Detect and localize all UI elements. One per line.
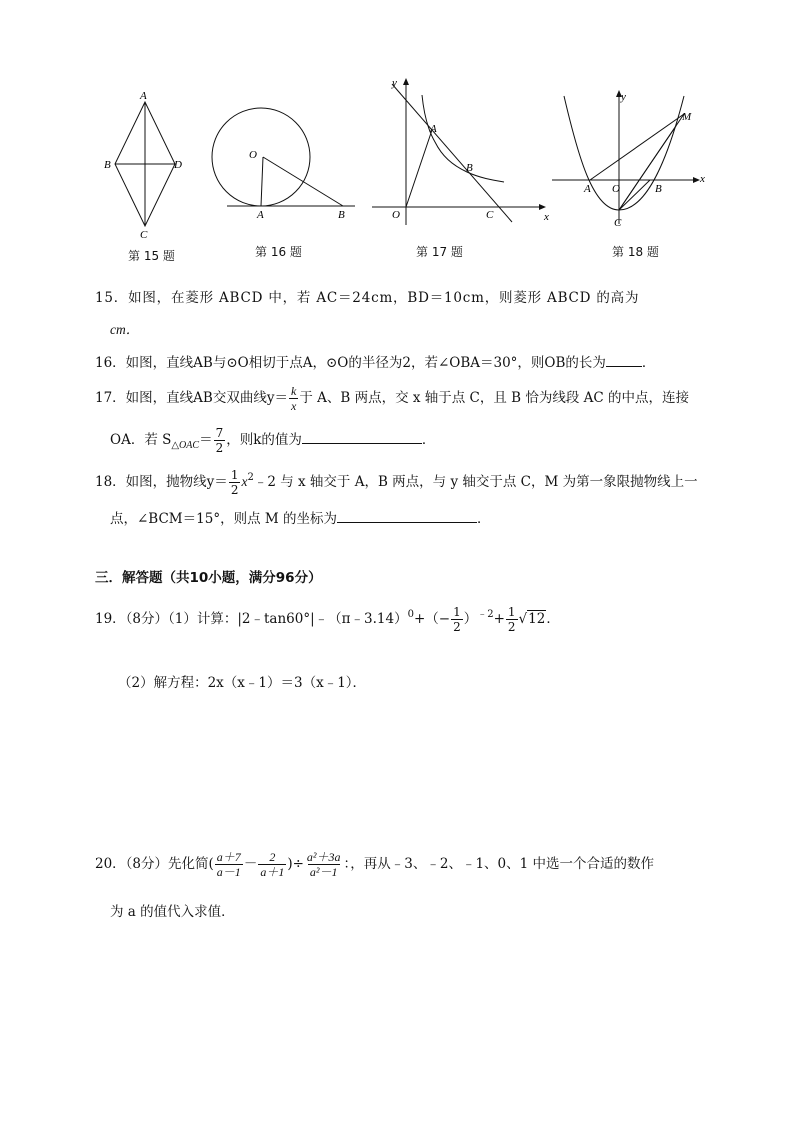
sqrt-12: √12: [518, 611, 546, 627]
answer-blank-18[interactable]: [337, 508, 477, 523]
label-A: A: [257, 209, 264, 221]
question-16-text: 16．如图，直线AB与⊙O相切于点A，⊙O的半径为2，若∠OBA＝30°，则OB的长为: [95, 355, 606, 371]
label-B: B: [338, 209, 345, 221]
figure-18: [548, 86, 718, 229]
label-C: C: [486, 209, 494, 221]
label-D: D: [174, 159, 182, 171]
label-A: A: [430, 123, 437, 135]
fraction-one-half-a: $\frac{1}{2}$: [453, 605, 461, 634]
caption-17: 第 17 题: [416, 245, 463, 259]
fraction-one-half-b: $\frac{1}{2}$: [507, 605, 516, 634]
fraction-one-half: $\frac{1}{2}$: [230, 468, 239, 497]
parabola-diagram: [548, 86, 718, 229]
question-15-text: 15．如图，在菱形 ABCD 中，若 AC＝24cm，BD＝10cm，则菱形 ABCD 的高为: [95, 290, 640, 306]
fraction-a2-3a: $\frac{\text{a²＋3a}}{\text{a²－1}}$: [306, 850, 341, 879]
fraction-2-over-a-plus-1: $\frac{2}{a+1}$: [260, 850, 285, 879]
question-15: [95, 288, 700, 308]
figure-15: [100, 80, 190, 240]
fraction-seven-halves: $\frac{7}{2}$: [215, 426, 224, 455]
caption-18: 第 18 题: [612, 245, 659, 259]
question-17-line2: OA．若 $S_{\triangle OAC}=$ $\frac{7}{2}$ ，则k的值为 ．: [110, 426, 436, 455]
label-y: y: [392, 77, 397, 89]
label-O: O: [249, 149, 257, 161]
question-15-unit: cm．: [110, 322, 140, 337]
question-18: 18．如图，抛物线y＝ $\frac{1}{2}$ $x^2﹣2$ 与 x 轴交于 A，B 两点，与 y 轴交于点 C，M 为第一象限抛物线上一: [95, 468, 698, 497]
label-B: B: [104, 159, 111, 171]
label-O: O: [392, 209, 400, 221]
question-19-part2: （2）解方程：2x（x﹣1）＝3（x﹣1）．: [118, 675, 367, 691]
label-x: x: [700, 173, 705, 185]
figure-17: [370, 70, 560, 230]
question-18-line2: 点，∠BCM＝15°，则点 M 的坐标为 ．: [110, 508, 490, 529]
question-16: 16．如图，直线AB与⊙O相切于点A，⊙O的半径为2，若∠OBA＝30°，则OB的长为 ．: [95, 352, 655, 373]
label-A: A: [140, 90, 147, 102]
figure-16: [205, 80, 365, 230]
caption-16: 第 16 题: [255, 245, 302, 259]
circle-tangent-diagram: [205, 80, 365, 230]
caption-15: 第 15 题: [128, 249, 175, 263]
question-17: 17．如图，直线AB交双曲线y＝ $\frac{k}{x}$ 于 A、B 两点，交 x 轴于点 C，且 B 恰为线段 AC 的中点，连接: [95, 384, 690, 413]
question-19: 19．（8分）（1）计算：|2﹣tan60°|﹣（π﹣3.14）$^0$+（− $\frac{1}{2}$ ）$^{﹣2}$+ $\frac{1}{2}$ √12．: [95, 605, 560, 634]
answer-blank-16[interactable]: [606, 352, 642, 367]
hyperbola-diagram: [370, 70, 560, 230]
label-A: A: [584, 183, 591, 195]
label-M: M: [682, 111, 692, 123]
label-B: B: [655, 183, 662, 195]
section-3-title: 三．解答题（共10小题，满分96分）: [95, 570, 322, 586]
label-C: C: [614, 217, 622, 229]
label-C: C: [140, 229, 148, 241]
fraction-a-plus-7: $\frac{a+7}{a-1}$: [216, 850, 241, 879]
question-20: 20．（8分）先化简( $\frac{a+7}{a-1}$ － $\frac{2}{a+1}$ )÷ $\frac{\text{a²＋3a}}{\text{a²－1}}$ ：，再从﹣3、﹣2、﹣1、0、1 中选一个合适的数作: [95, 850, 655, 879]
fraction-k-over-x: $\frac{k}{x}$: [290, 384, 297, 413]
question-20-line2: 为 a 的值代入求值．: [110, 904, 235, 920]
label-O: O: [612, 183, 620, 195]
label-y: y: [621, 91, 626, 103]
question-15-line2: [110, 320, 139, 340]
label-B: B: [466, 162, 473, 174]
rhombus-diagram: [100, 80, 190, 240]
label-x: x: [544, 211, 549, 223]
answer-blank-17[interactable]: [302, 429, 422, 444]
